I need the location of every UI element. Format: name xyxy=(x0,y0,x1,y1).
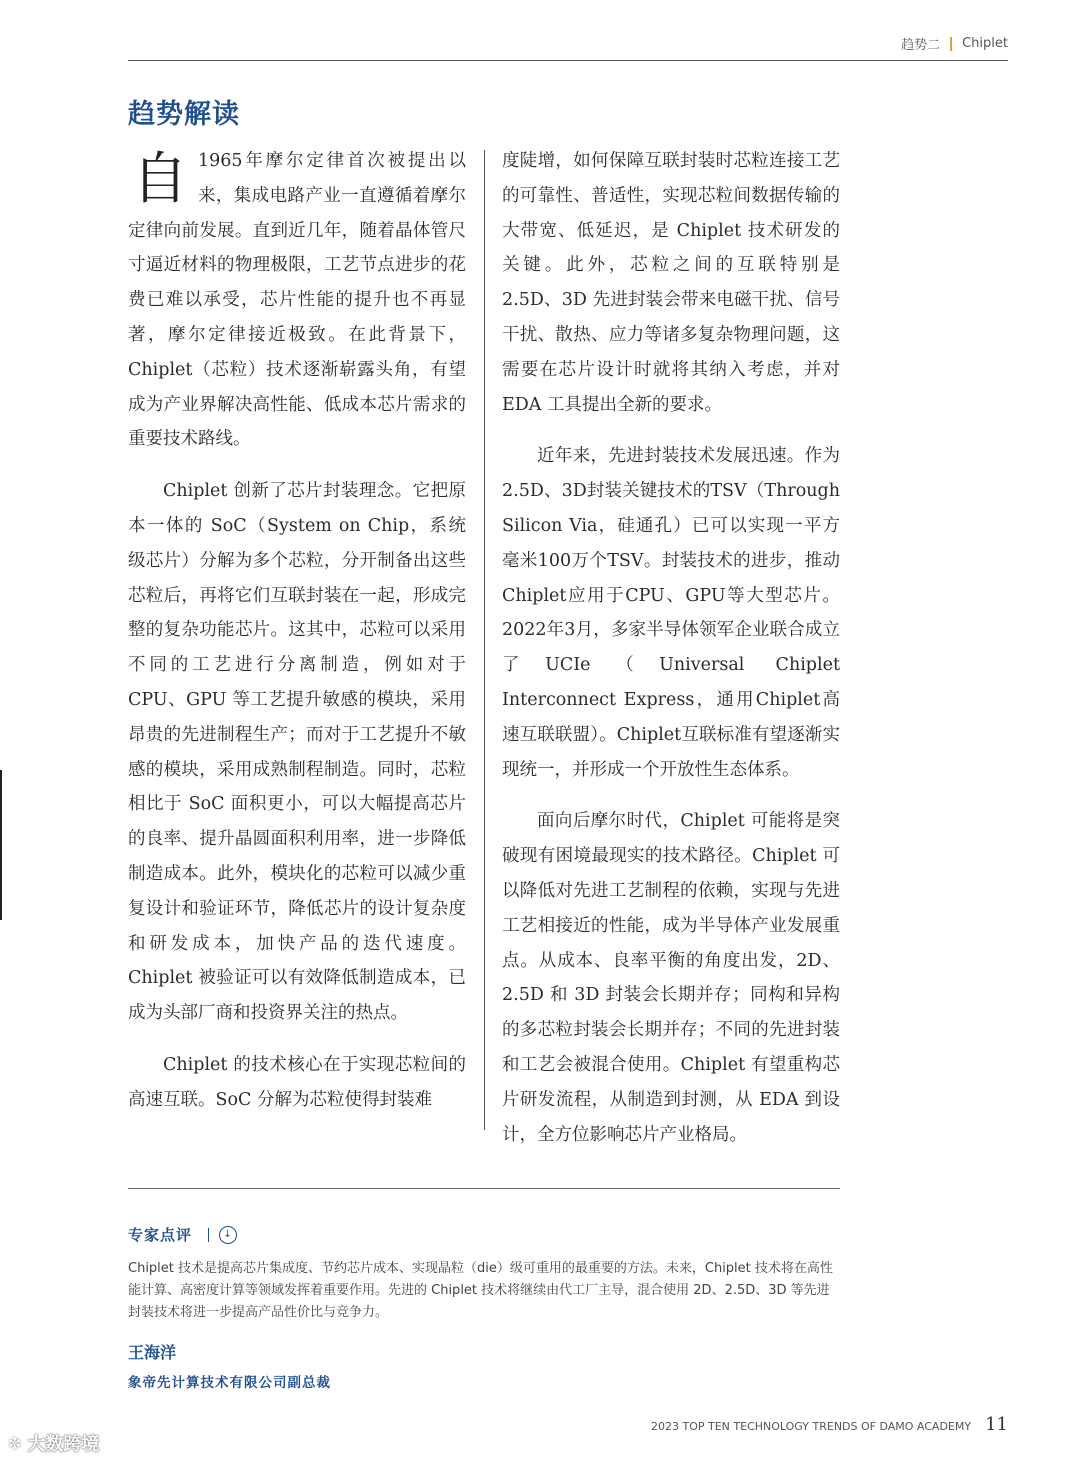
drop-cap: 自 xyxy=(132,147,188,212)
watermark-logo-icon: ✼ xyxy=(8,1433,22,1453)
right-paragraph-1: 度陡增，如何保障互联封装时芯粒连接工艺的可靠性、普适性，实现芯粒间数据传输的大带宽、低延迟，是 Chiplet 技术研发的关键。此外，芯粒之间的互联特别是 2.5D、3D 先进封装会带来电磁干扰、信号干扰、散热、应力等诸多复杂物理问题，这需要在芯片设计时就将其纳入考虑，并对 EDA 工具提出全新的要求。 xyxy=(502,151,840,415)
left-paragraph-1 xyxy=(128,144,466,457)
header-section: 趋势二 xyxy=(901,38,941,53)
expert-heading-label: 专家点评 xyxy=(128,1226,193,1244)
left-paragraph-1-text: 1965年摩尔定律首次被提出以来，集成电路产业一直遵循着摩尔定律向前发展。直到近几年，随着晶体管尺寸逼近材料的物理极限，工艺节点进步的花费已难以承受，芯片性能的提升也不再显著，摩尔定律接近极致。在此背景下，Chiplet（芯粒）技术逐渐崭露头角，有望成为产业界解决高性能、低成本芯片需求的重要技术路线。 xyxy=(128,151,466,450)
expert-name: 王海洋 xyxy=(128,1343,177,1362)
header-topic: Chiplet xyxy=(962,36,1008,51)
right-column xyxy=(502,144,840,1169)
edge-mark xyxy=(0,770,2,920)
left-paragraph-3: Chiplet 的技术核心在于实现芯粒间的高速互联。SoC 分解为芯粒使得封装难 xyxy=(128,1054,466,1110)
column-divider xyxy=(484,150,485,1130)
page-number: 11 xyxy=(985,1414,1008,1435)
right-paragraph-3: 面向后摩尔时代，Chiplet 可能将是突破现有困境最现实的技术路径。Chiplet 可以降低对先进工艺制程的依赖，实现与先进工艺相接近的性能，成为半导体产业发展重点。从成本、良率平衡的角度出发，2D、2.5D 和 3D 封装会长期并存；同构和异构的多芯粒封装会长期并存；不同的先进封装和工艺会被混合使用。Chiplet 有望重构芯片研发流程，从制造到封测，从 EDA 到设计，全方位影响芯片产业格局。 xyxy=(502,811,840,1145)
expert-rule xyxy=(128,1188,840,1189)
watermark xyxy=(8,1430,99,1456)
section-title: 趋势解读 xyxy=(128,99,240,130)
page-footer xyxy=(651,1414,1008,1435)
expert-heading xyxy=(128,1224,237,1245)
expert-title: 象帝先计算技术有限公司副总裁 xyxy=(128,1375,331,1391)
expert-comment: Chiplet 技术是提高芯片集成度、节约芯片成本、实现晶粒（die）级可重用的最重要的方法。未来，Chiplet 技术将在高性能计算、高密度计算等领域发挥着重要作用。先进的 Chiplet 技术将继续由代工厂主导，混合使用 2D、2.5D、3D 等先进封装技术将进一步提高产品性价比与竞争力。 xyxy=(128,1261,833,1320)
left-paragraph-2: Chiplet 创新了芯片封装理念。它把原本一体的 SoC（System on Chip，系统级芯片）分解为多个芯粒，分开制备出这些芯粒后，再将它们互联封装在一起，形成完整的复杂功能芯片。这其中，芯粒可以采用不同的工艺进行分离制造，例如对于 CPU、GPU 等工艺提升敏感的模块，采用昂贵的先进制程生产；而对于工艺提升不敏感的模块，采用成熟制程制造。同时，芯粒相比于 SoC 面积更小，可以大幅提高芯片的良率、提升晶圆面积利用率，进一步降低制造成本。此外，模块化的芯粒可以减少重复设计和验证环节，降低芯片的设计复杂度和研发成本，加快产品的迭代速度。Chiplet 被验证可以有效降低制造成本，已成为头部厂商和投资界关注的热点。 xyxy=(128,481,466,1024)
watermark-text: 大数跨境 xyxy=(27,1434,100,1455)
footer-text: 2023 TOP TEN TECHNOLOGY TRENDS OF DAMO ACADEMY xyxy=(651,1420,972,1433)
right-paragraph-2: 近年来，先进封装技术发展迅速。作为2.5D、3D封装关键技术的TSV（Through Silicon Via，硅通孔）已可以实现一平方毫米100万个TSV。封装技术的进步，推动Chiplet应用于CPU、GPU等大型芯片。2022年3月，多家半导体领军企业联合成立了UCIe（Universal Chiplet Interconnect Express，通用Chiplet高速互联联盟）。Chiplet互联标准有望逐渐实现统一，并形成一个开放性生态体系。 xyxy=(502,446,840,780)
download-circle-icon: ↓ xyxy=(219,1226,237,1244)
left-column xyxy=(128,144,466,1135)
header-rule xyxy=(128,60,1008,61)
header-divider xyxy=(950,37,952,51)
running-header xyxy=(901,34,1008,53)
expert-heading-divider xyxy=(208,1228,209,1242)
